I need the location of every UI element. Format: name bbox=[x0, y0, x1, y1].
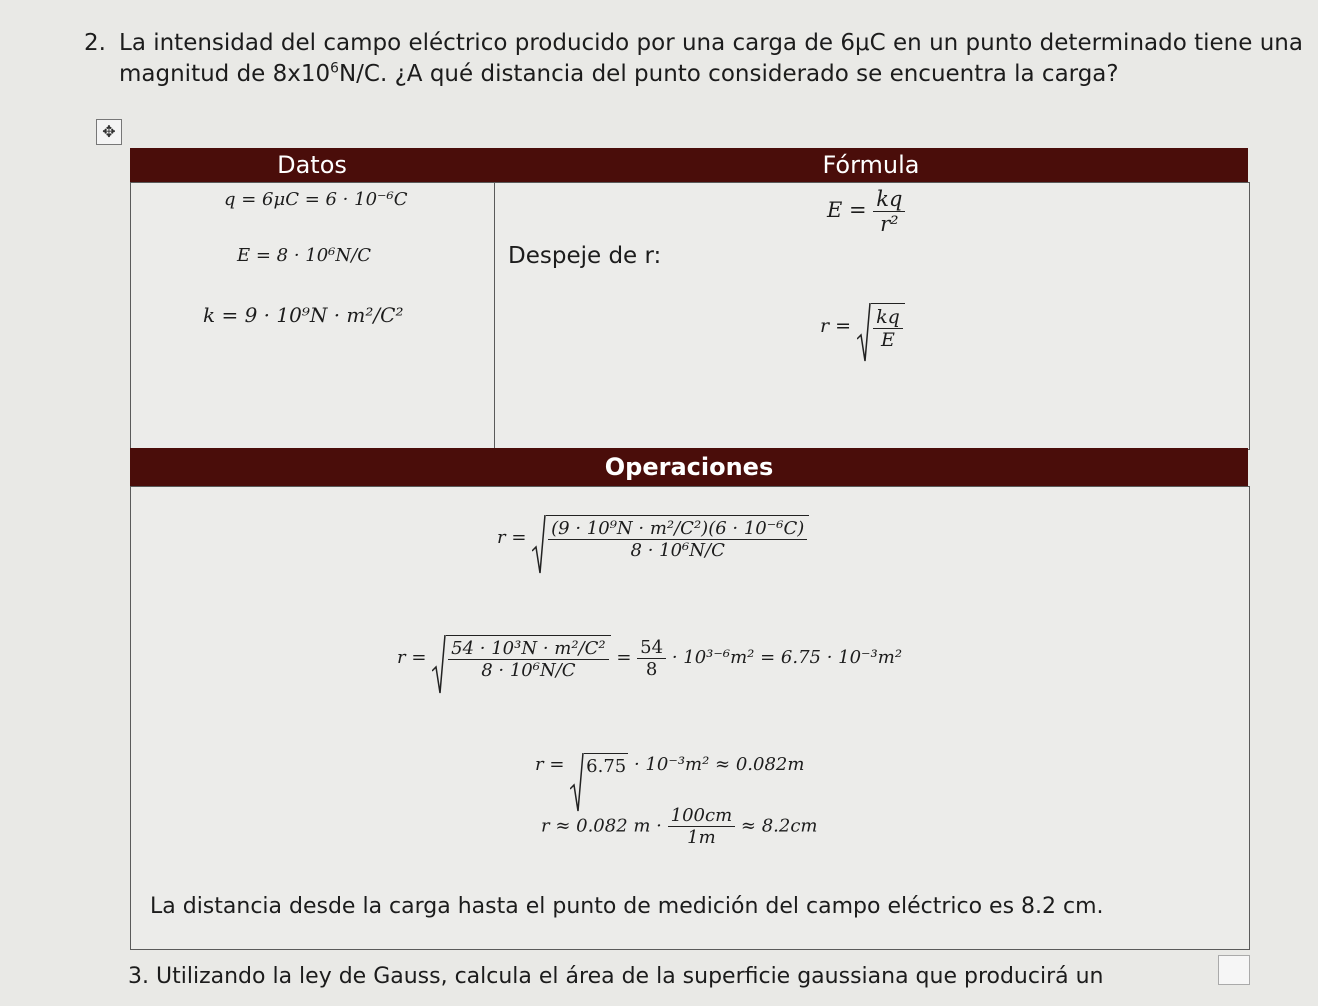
datos-cell bbox=[130, 182, 496, 450]
question-3: 3. Utilizando la ley de Gauss, calcula el área de la superficie gaussiana que producirá un bbox=[128, 964, 1104, 989]
r-formula: r = $\frac{kq}{E}$ bbox=[820, 303, 905, 351]
operaciones-cell bbox=[130, 486, 1250, 950]
datum-charge: q = 6μC = 6 · 10⁻⁶C bbox=[224, 189, 408, 210]
operaciones-header: Operaciones bbox=[130, 448, 1248, 486]
question-text: La intensidad del campo eléctrico producido por una carga de 6μC en un punto determinado tiene una magnitud de $8x10^6N/C$. ¿A qué distancia del punto considerado se encuentra la carga? bbox=[119, 30, 1303, 87]
solution-table bbox=[130, 148, 1248, 948]
table-move-handle-icon[interactable]: ✥ bbox=[96, 119, 122, 145]
answer-checkbox[interactable] bbox=[1218, 955, 1250, 985]
operation-2: r = $\frac{\text{54 · 10³N · m²/C²}}{\text{8 · 10⁶N/C}}$ = $\frac{54}{8}$ · 10³⁻⁶m² = 6.75 · 10⁻³m² bbox=[397, 635, 902, 681]
operation-4: r ≈ 0.082 m · $\frac{100cm}{1m}$ ≈ 8.2cm bbox=[541, 805, 818, 848]
field-formula: E = $\frac{kq}{\text{r²}}$ bbox=[827, 187, 905, 236]
datos-header: Datos bbox=[130, 148, 494, 182]
formula-header: Fórmula bbox=[494, 148, 1248, 182]
formula-cell bbox=[494, 182, 1250, 450]
conclusion-text: La distancia desde la carga hasta el punto de medición del campo eléctrico es 8.2 cm. bbox=[150, 894, 1104, 919]
operation-1: r = $\frac{\text{(9 · 10⁹N · m²/C²)(6 · 10⁻⁶C)}}{\text{8 · 10⁶N/C}}$ bbox=[497, 515, 809, 561]
datum-constant: k = 9 · 10⁹N · m²/C² bbox=[203, 303, 404, 327]
datum-field: E = 8 · 10⁶N/C bbox=[237, 245, 371, 266]
operation-3: r = 6.75 · 10⁻³m² ≈ 0.082m bbox=[535, 753, 804, 777]
question-number: 2. bbox=[84, 30, 106, 56]
despeje-label: Despeje de r: bbox=[508, 243, 662, 269]
